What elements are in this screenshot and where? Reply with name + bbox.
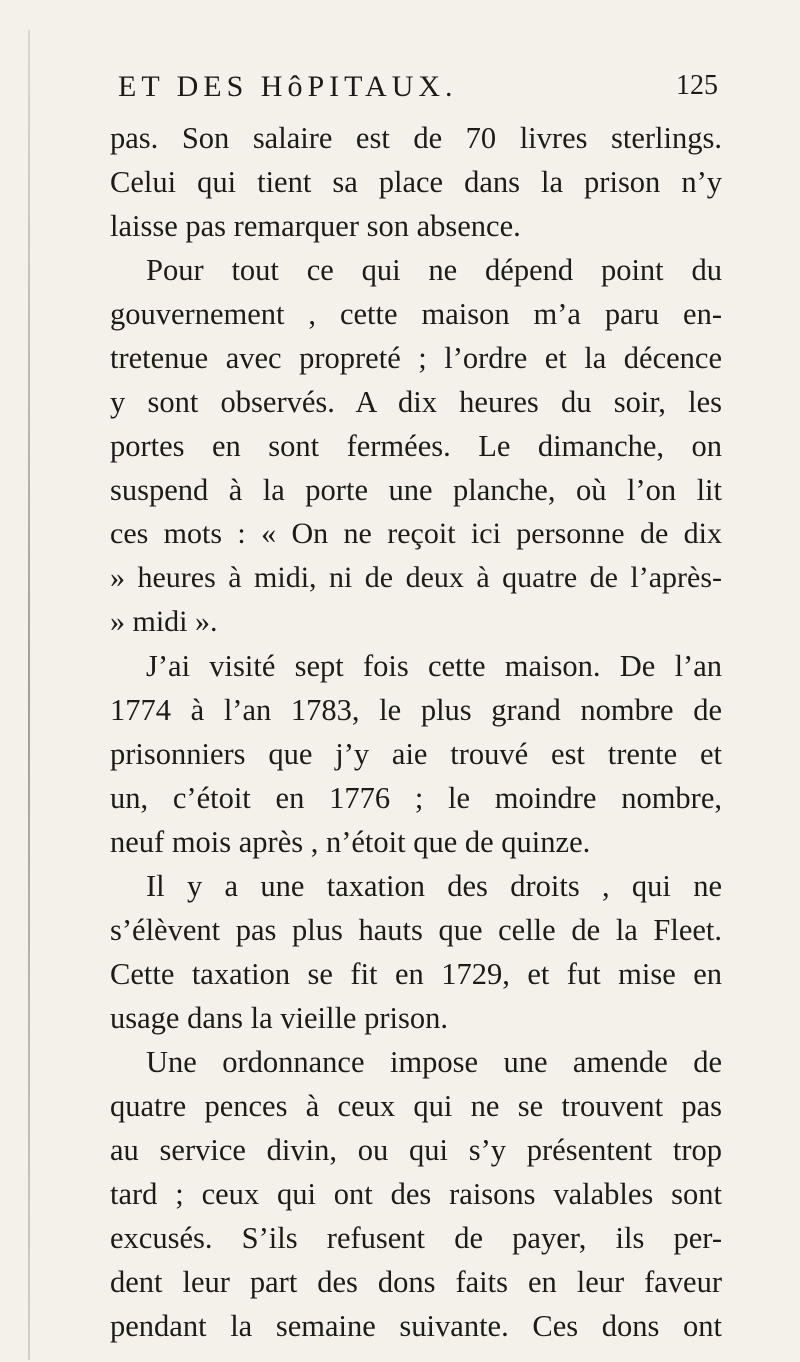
text-line: prisonniers que j’y aie trouvé est trente et	[110, 737, 722, 771]
text-line: au service divin, ou qui s’y présentent trop	[110, 1133, 722, 1167]
text-line: » midi ».	[110, 605, 218, 638]
text-line: 1774 à l’an 1783, le plus grand nombre de	[110, 693, 722, 727]
text-line: Cette taxation se fit en 1729, et fut mise en	[110, 957, 722, 991]
text-line: Il y a une taxation des droits , qui ne	[146, 869, 722, 903]
text-line: portes en sont fermées. Le dimanche, on	[110, 429, 722, 463]
text-line: excusés. S’ils refusent de payer, ils per-	[110, 1221, 722, 1255]
text-line: Une ordonnance impose une amende de	[146, 1045, 722, 1079]
text-line: dent leur part des dons faits en leur faveur	[110, 1265, 722, 1299]
text-line: quatre pences à ceux qui ne se trouvent pas	[110, 1089, 722, 1123]
text-line: pendant la semaine suivante. Ces dons ont	[110, 1309, 722, 1343]
text-line: gouvernement , cette maison m’a paru en-	[110, 297, 722, 331]
text-line: Celui qui tient sa place dans la prison n’y	[110, 165, 722, 199]
text-line: usage dans la vieille prison.	[110, 1001, 448, 1035]
text-line: tretenue avec propreté ; l’ordre et la décence	[110, 341, 722, 375]
text-line: s’élèvent pas plus hauts que celle de la Fleet.	[110, 913, 722, 947]
running-title: ET DES HôPITAUX.	[118, 70, 458, 103]
text-line: tard ; ceux qui ont des raisons valables sont	[110, 1177, 722, 1211]
text-line: Pour tout ce qui ne dépend point du	[146, 253, 722, 287]
text-line: » heures à midi, ni de deux à quatre de l’après-	[110, 561, 722, 594]
page-number: 125	[676, 70, 718, 101]
text-line: laisse pas remarquer son absence.	[110, 209, 521, 243]
text-line: J’ai visité sept fois cette maison. De l’an	[146, 649, 722, 683]
page-binding-edge	[28, 30, 30, 1360]
text-line: pas. Son salaire est de 70 livres sterlings.	[110, 121, 722, 155]
text-line: ces mots : « On ne reçoit ici personne de dix	[110, 517, 722, 550]
text-line: y sont observés. A dix heures du soir, les	[110, 385, 722, 419]
text-line: un, c’étoit en 1776 ; le moindre nombre,	[110, 781, 722, 815]
page-header	[118, 70, 718, 110]
text-line: suspend à la porte une planche, où l’on lit	[110, 473, 722, 507]
text-line: neuf mois après , n’étoit que de quinze.	[110, 825, 591, 859]
